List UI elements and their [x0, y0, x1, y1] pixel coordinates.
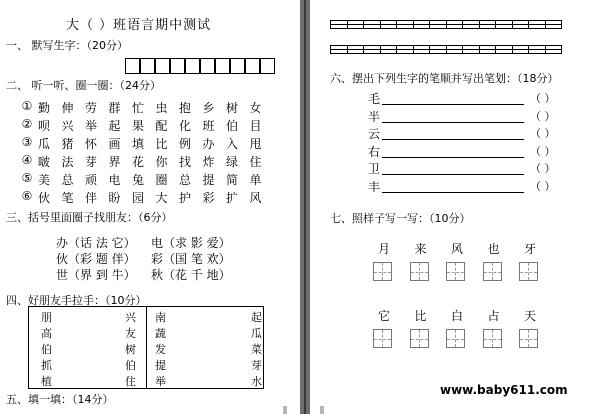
listen-char[interactable]: 女	[249, 101, 262, 115]
listen-char[interactable]: 提	[202, 173, 215, 187]
friend-right-2: 彩（国 笔 欢）	[151, 252, 231, 266]
listen-char[interactable]: 绿	[225, 155, 238, 169]
listen-char[interactable]: 找	[178, 155, 191, 169]
stroke-count-paren[interactable]: （ ）	[530, 144, 556, 158]
listen-char[interactable]: 芽	[84, 155, 97, 169]
friend-right-1: 电（求 影 爱）	[151, 236, 231, 250]
tian-grid-vline	[382, 330, 383, 347]
listen-char[interactable]: 举	[84, 119, 97, 133]
tian-grid-vline	[419, 263, 420, 280]
listen-row-label: ③	[21, 135, 33, 149]
listen-char[interactable]: 呗	[37, 119, 50, 133]
tian-grid-box[interactable]	[373, 262, 392, 281]
tian-grid-box[interactable]	[410, 262, 429, 281]
tian-grid-box[interactable]	[446, 329, 465, 348]
listen-char[interactable]: 化	[178, 119, 191, 133]
listen-char[interactable]: 顽	[84, 173, 97, 187]
listen-char[interactable]: 美	[37, 173, 50, 187]
staff-tick	[396, 45, 397, 54]
staff-tick	[396, 20, 397, 29]
example-char: 白	[450, 309, 463, 323]
listen-char[interactable]: 比	[155, 137, 168, 151]
write-box[interactable]	[245, 58, 260, 74]
stroke-count-paren[interactable]: （ ）	[530, 92, 556, 105]
tian-grid-vline	[492, 330, 493, 347]
listen-char[interactable]: 忙	[131, 101, 144, 115]
listen-char[interactable]: 园	[131, 191, 144, 205]
listen-char[interactable]: 兔	[131, 173, 144, 187]
match-cell[interactable]: 菜	[251, 343, 262, 356]
match-table	[28, 306, 264, 389]
staff-tick	[545, 20, 546, 29]
staff-tick	[495, 45, 496, 54]
example-char: 牙	[523, 242, 536, 256]
listen-char[interactable]: 树	[225, 101, 238, 115]
staff-tick	[462, 20, 463, 29]
staff-tick	[528, 45, 529, 54]
stroke-order-list	[362, 90, 562, 195]
listen-char[interactable]: 风	[249, 191, 262, 205]
stroke-char: 半	[368, 109, 381, 124]
staff-tick	[330, 20, 331, 29]
match-cell[interactable]: 瓜	[251, 327, 262, 340]
staff-tick	[347, 45, 348, 54]
listen-row-label: ⑤	[21, 171, 33, 185]
write-box[interactable]	[200, 58, 215, 74]
staff-tick	[561, 20, 562, 29]
staff-tick	[380, 45, 381, 54]
listen-char[interactable]: 扩	[225, 191, 238, 205]
listen-char[interactable]: 伙	[37, 191, 50, 205]
write-box[interactable]	[260, 58, 275, 74]
listen-char[interactable]: 盼	[108, 191, 121, 205]
listen-char[interactable]: 果	[131, 119, 144, 133]
match-cell[interactable]: 举	[155, 375, 166, 388]
write-box[interactable]	[185, 58, 200, 74]
staff-tick	[363, 45, 364, 54]
stroke-char: 卫	[368, 162, 381, 176]
tian-grid-box[interactable]	[410, 329, 429, 348]
stroke-char: 丰	[368, 179, 381, 194]
section-7-heading: 七、照样子写一写：（10分）	[330, 212, 471, 225]
listen-char[interactable]: 画	[108, 137, 121, 151]
staff-tick	[512, 45, 513, 54]
listen-char[interactable]: 勤	[37, 101, 50, 115]
stroke-count-paren[interactable]: （ ）	[530, 109, 556, 123]
friend-left-2: 伙（彩 题 伴）	[56, 252, 136, 266]
staff-tick	[330, 45, 331, 54]
listen-char[interactable]: 瓜	[37, 137, 50, 151]
page-divider	[304, 0, 306, 414]
stroke-char: 云	[368, 127, 381, 141]
page-corner-mark	[283, 406, 287, 414]
listen-char[interactable]: 乡	[202, 101, 215, 115]
listen-char[interactable]: 抱	[178, 101, 191, 115]
match-cell[interactable]: 发	[155, 343, 166, 356]
staff-tick	[347, 20, 348, 29]
listen-char[interactable]: 伯	[225, 119, 238, 133]
example-char: 它	[377, 309, 390, 323]
staff-tick	[495, 20, 496, 29]
match-cell[interactable]: 抓	[41, 359, 52, 372]
listen-char[interactable]: 简	[225, 173, 238, 187]
staff-tick	[413, 20, 414, 29]
staff-tick	[462, 45, 463, 54]
match-cell[interactable]: 友	[125, 327, 136, 340]
write-box[interactable]	[155, 58, 170, 74]
section-6-heading: 六、摆出下列生字的笔顺并写出笔划：（18分）	[330, 72, 559, 85]
match-cell[interactable]: 芽	[251, 359, 262, 372]
staff-ticks	[330, 45, 562, 54]
match-cell[interactable]: 植	[41, 375, 52, 388]
match-cell[interactable]: 伯	[125, 359, 136, 372]
example-char: 来	[414, 242, 427, 256]
match-cell[interactable]: 南	[155, 311, 166, 324]
write-box[interactable]	[215, 58, 230, 74]
page-title: 大（ ）班语言期中测试	[66, 18, 212, 33]
example-char: 风	[450, 242, 463, 256]
stroke-answer-line[interactable]	[382, 174, 524, 175]
listen-char[interactable]: 班	[202, 119, 215, 133]
listen-char[interactable]: 总	[61, 173, 74, 187]
match-cell[interactable]: 高	[41, 327, 52, 340]
staff-tick	[380, 20, 381, 29]
friend-left-1: 办（话 法 它）	[56, 236, 136, 250]
stroke-answer-line[interactable]	[382, 192, 524, 193]
listen-char[interactable]: 炸	[202, 155, 215, 169]
example-char: 比	[414, 309, 427, 323]
listen-row-label: ①	[21, 99, 33, 113]
write-box[interactable]	[230, 58, 245, 74]
stroke-count-paren[interactable]: （ ）	[530, 127, 556, 140]
listen-char[interactable]: 界	[108, 155, 121, 169]
stroke-count-paren[interactable]: （ ）	[530, 179, 556, 193]
stroke-answer-line[interactable]	[382, 122, 524, 123]
friend-left-3: 世（界 到 牛）	[56, 268, 136, 282]
listen-char[interactable]: 群	[108, 101, 121, 115]
section-3-heading: 三、括号里面圈子找朋友：（6分）	[6, 211, 173, 224]
match-cell[interactable]: 提	[155, 359, 166, 372]
listen-row-label: ④	[21, 153, 33, 167]
listen-char[interactable]: 住	[249, 155, 262, 169]
match-cell[interactable]: 伯	[41, 343, 52, 356]
write-box[interactable]	[140, 58, 155, 74]
music-staff-area	[330, 16, 562, 62]
tian-grid-vline	[455, 330, 456, 347]
match-cell[interactable]: 树	[125, 343, 136, 356]
listen-char[interactable]: 护	[178, 191, 191, 205]
tian-grid-vline	[382, 263, 383, 280]
listen-char[interactable]: 总	[178, 173, 191, 187]
example-char: 占	[487, 309, 500, 323]
listen-char[interactable]: 猪	[61, 137, 74, 151]
section-1-heading: 一、 默写生字：（20分）	[6, 39, 128, 52]
listen-char[interactable]: 兴	[61, 119, 74, 133]
example-char: 也	[487, 242, 500, 256]
staff-tick	[512, 20, 513, 29]
tian-grid-vline	[528, 263, 529, 280]
listen-char[interactable]: 例	[178, 137, 191, 151]
listen-char[interactable]: 大	[155, 191, 168, 205]
staff-tick	[479, 20, 480, 29]
listen-char[interactable]: 电	[108, 173, 121, 187]
staff-tick	[429, 45, 430, 54]
staff-tick	[545, 45, 546, 54]
write-box[interactable]	[170, 58, 185, 74]
tian-grid-box[interactable]	[519, 329, 538, 348]
tian-grid-vline	[419, 330, 420, 347]
listen-char[interactable]: 花	[131, 155, 144, 169]
example-char: 天	[523, 309, 536, 323]
section-5-heading: 五、填一填：（14分）	[6, 393, 114, 406]
match-cell[interactable]: 住	[125, 375, 136, 388]
tian-grid-box[interactable]	[483, 262, 502, 281]
listen-char[interactable]: 圈	[155, 173, 168, 187]
stroke-count-paren[interactable]: （ ）	[530, 162, 556, 175]
page-corner-mark	[320, 406, 324, 414]
example-row-2	[373, 307, 563, 357]
example-char: 月	[377, 242, 390, 256]
stroke-answer-line[interactable]	[382, 157, 524, 158]
match-cell[interactable]: 兴	[125, 311, 136, 324]
stroke-char: 毛	[368, 92, 381, 106]
listen-char[interactable]: 伴	[84, 191, 97, 205]
friend-right-3: 秋（花 千 地）	[151, 268, 231, 282]
dictation-boxes	[125, 58, 275, 74]
listen-char[interactable]: 劳	[84, 101, 97, 115]
staff-tick	[528, 20, 529, 29]
listen-char[interactable]: 彩	[202, 191, 215, 205]
example-row-1	[373, 240, 563, 290]
staff-tick	[446, 20, 447, 29]
match-cell[interactable]: 朋	[41, 311, 52, 324]
section-2-heading: 二、 听一听、圈一圈：（24分）	[6, 79, 161, 92]
listen-char[interactable]: 填	[131, 137, 144, 151]
listen-char[interactable]: 啵	[37, 155, 50, 169]
listen-char[interactable]: 怀	[84, 137, 97, 151]
listen-char[interactable]: 笔	[61, 191, 74, 205]
tian-grid-vline	[455, 263, 456, 280]
match-cell[interactable]: 起	[251, 311, 262, 324]
staff-tick	[429, 20, 430, 29]
listen-char[interactable]: 虫	[155, 101, 168, 115]
stroke-char: 右	[368, 144, 381, 159]
listen-char[interactable]: 法	[61, 155, 74, 169]
tian-grid-box[interactable]	[519, 262, 538, 281]
stroke-answer-line[interactable]	[382, 104, 524, 105]
tian-grid-vline	[492, 263, 493, 280]
staff-tick	[561, 45, 562, 54]
listen-row-label: ⑥	[21, 189, 33, 203]
tian-grid-box[interactable]	[483, 329, 502, 348]
match-cell[interactable]: 蔬	[155, 327, 166, 340]
staff-tick	[363, 20, 364, 29]
staff-tick	[413, 45, 414, 54]
listen-char[interactable]: 你	[155, 155, 168, 169]
tian-grid-box[interactable]	[446, 262, 465, 281]
match-cell[interactable]: 水	[251, 375, 262, 388]
listen-char[interactable]: 目	[249, 119, 262, 133]
staff-ticks	[330, 20, 562, 29]
listen-char[interactable]: 单	[249, 173, 262, 187]
tian-grid-vline	[528, 330, 529, 347]
listen-grid	[20, 99, 272, 207]
listen-char[interactable]: 甩	[249, 137, 262, 151]
listen-row-label: ②	[21, 117, 33, 131]
listen-char[interactable]: 办	[202, 137, 215, 151]
section-4-heading: 四、好朋友手拉手：（10分）	[6, 294, 147, 307]
site-watermark: www.baby611.com	[440, 383, 568, 397]
listen-char[interactable]: 伸	[61, 101, 74, 115]
listen-char[interactable]: 起	[108, 119, 121, 133]
staff-tick	[479, 45, 480, 54]
listen-char[interactable]: 配	[155, 119, 168, 133]
stroke-answer-line[interactable]	[382, 139, 524, 140]
listen-char[interactable]: 入	[225, 137, 238, 151]
write-box[interactable]	[125, 58, 140, 74]
tian-grid-box[interactable]	[373, 329, 392, 348]
staff-tick	[446, 45, 447, 54]
